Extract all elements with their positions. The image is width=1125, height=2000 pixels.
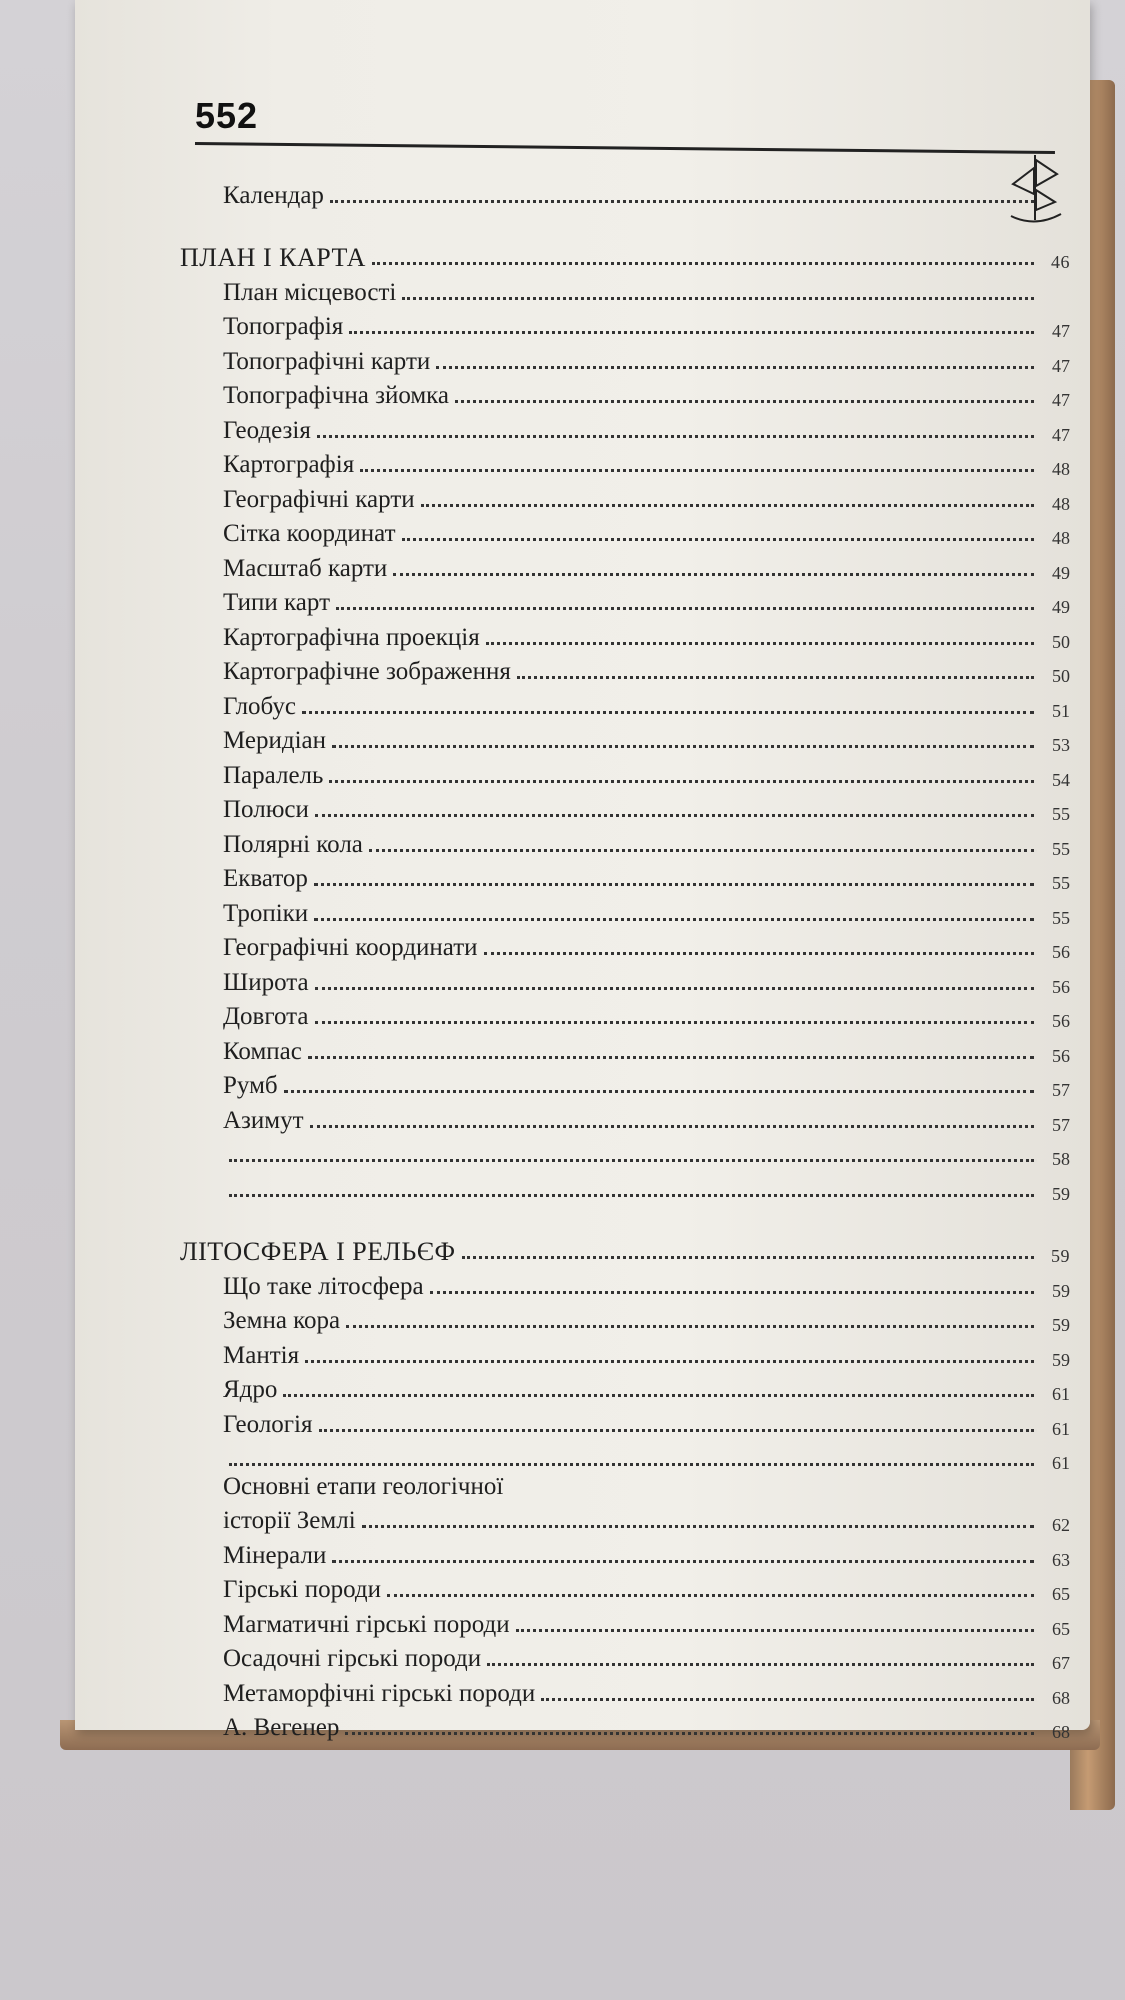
toc-entry[interactable] [180,514,1070,549]
toc-entry-label: Меридіан [223,727,327,754]
toc-page-number: 50 [1052,666,1070,686]
toc-page-number: 54 [1052,769,1070,790]
toc-page-number: 68 [1052,1722,1070,1742]
toc-page-number: 59 [1052,1315,1070,1335]
toc-page-number: 59 [1052,1349,1070,1370]
toc-page-number: 67 [1052,1653,1070,1673]
toc-entry[interactable] [180,175,1070,210]
toc-entry-label: Сітка координат [223,520,396,547]
toc-entry-label: Календар [223,181,324,209]
toc-entry[interactable] [180,893,1070,928]
toc-page-number: 46 [1051,252,1070,272]
toc-entry-label: Широта [223,968,309,996]
toc-page-number: 55 [1052,838,1070,859]
header-rule [195,142,1055,154]
toc-leader-dots [345,1732,1034,1735]
toc-page-number: 61 [1052,1453,1070,1473]
toc-entry[interactable] [180,1031,1070,1066]
book-page [75,0,1090,1742]
toc-leader-dots [517,676,1034,679]
toc-page-number: 56 [1052,1011,1070,1031]
toc-leader-dots [315,1021,1035,1024]
toc-page-number: 55 [1052,804,1070,824]
toc-page-number: 53 [1052,735,1070,755]
toc-page-number: 59 [1051,1246,1070,1266]
toc-entry[interactable] [180,721,1070,756]
toc-section-heading[interactable] [180,238,1070,273]
toc-page-number: 68 [1052,1687,1070,1708]
toc-entry-label: Картографічна проекція [223,623,480,651]
toc-leader-dots [315,987,1034,990]
toc-page-number: 47 [1052,355,1070,376]
toc-entry-label: Полярні кола [223,830,363,858]
toc-leader-dots [314,883,1034,886]
toc-leader-dots [229,1463,1034,1466]
toc-entry-label: Геологія [223,1410,313,1438]
toc-entry-label: Картографія [223,451,355,478]
toc-leader-dots [369,849,1034,852]
toc-leader-dots [462,1256,1034,1259]
toc-entry-label: Осадочні гірські породи [223,1645,482,1672]
toc-entry-label: Топографія [223,313,344,340]
toc-leader-dots [387,1594,1034,1597]
toc-leader-dots [283,1394,1034,1397]
toc-leader-dots [308,1056,1034,1059]
toc-page-number: 57 [1052,1114,1070,1135]
toc-page-number: 50 [1052,631,1070,652]
toc-page-number: 65 [1052,1618,1070,1639]
toc-entry-label: Мінерали [223,1541,327,1569]
toc-entry-label: Глобус [223,692,296,720]
toc-entry[interactable] [180,1439,1070,1474]
toc-leader-dots [314,918,1034,921]
toc-leader-dots [346,1325,1034,1328]
toc-leader-dots [336,607,1034,610]
toc-entry[interactable] [180,1066,1070,1101]
toc-leader-dots [349,331,1034,334]
toc-leader-dots [430,1291,1034,1294]
toc-entry-label: Азимут [223,1106,304,1134]
toc-entry-label: Компас [223,1037,302,1065]
toc-entry[interactable] [180,962,1070,997]
toc-entry[interactable] [180,859,1070,894]
toc-entry[interactable] [180,307,1070,342]
toc-entry-label: Картографічне зображення [223,658,511,685]
toc-page-number: 49 [1052,562,1070,583]
toc-entry[interactable] [180,1404,1070,1439]
toc-entry-label: Екватор [223,865,308,892]
toc-entry[interactable] [180,1604,1070,1639]
toc-entry-label: Ядро [223,1376,278,1403]
toc-entry[interactable] [180,928,1070,963]
toc-entry-label: Паралель [223,761,324,789]
toc-entry[interactable] [180,583,1070,618]
toc-entry[interactable] [180,479,1070,514]
toc-entry[interactable] [180,1708,1070,1743]
toc-heading-label: ПЛАН І КАРТА [180,243,366,272]
toc-entry-label: Географічні координати [223,934,478,961]
toc-entry[interactable] [180,1100,1070,1135]
toc-entry[interactable] [180,410,1070,445]
toc-page-number: 65 [1052,1584,1070,1604]
toc-entry-label: Метаморфічні гірські породи [223,1679,536,1707]
toc-entry-label: Топографічні карти [223,347,431,375]
toc-leader-dots [541,1698,1034,1701]
toc-section-heading[interactable] [180,1232,1070,1267]
toc-leader-dots [332,1560,1034,1563]
toc-entry[interactable] [180,1535,1070,1570]
toc-entry[interactable] [180,997,1070,1032]
toc-entry[interactable] [180,1301,1070,1336]
toc-entry[interactable] [180,376,1070,411]
toc-leader-dots [229,1194,1034,1197]
toc-page-number: 55 [1052,873,1070,893]
toc-page-number: 48 [1052,493,1070,514]
toc-page-number: 61 [1052,1384,1070,1404]
toc-page-number: 61 [1052,1418,1070,1439]
toc-entry[interactable] [180,652,1070,687]
toc-leader-dots [332,745,1034,748]
toc-leader-dots [372,262,1034,265]
toc-page-number: 58 [1052,1149,1070,1169]
toc-leader-dots [229,1159,1034,1162]
toc-page-number: 47 [1052,390,1070,410]
toc-entry-label-line1: Основні етапи геологічної [223,1473,504,1500]
toc-entry[interactable] [180,1639,1070,1674]
toc-section [180,1232,1070,1743]
toc-page-number: 55 [1052,907,1070,928]
toc-entry-label: Що таке літосфера [223,1272,424,1300]
toc-page-number: 47 [1052,424,1070,445]
toc-entry[interactable] [180,548,1070,583]
toc-entry-label: Полюси [223,796,309,823]
toc-page-number: 59 [1052,1183,1070,1204]
toc-leader-dots [484,952,1034,955]
toc-page-number: 56 [1052,942,1070,962]
toc-entry-label: історії Землі [223,1507,356,1534]
toc-entry-label: Румб [223,1072,278,1099]
toc-page-number: 57 [1052,1080,1070,1100]
toc-entry[interactable] [180,1335,1070,1370]
toc-leader-dots [315,814,1034,817]
toc-leader-dots [310,1125,1034,1128]
toc-entry[interactable] [180,790,1070,825]
toc-entry[interactable] [180,686,1070,721]
toc-entry-label: Гірські породи [223,1576,381,1603]
toc-entry[interactable] [180,824,1070,859]
toc-page-number: 48 [1052,528,1070,548]
toc-entry[interactable] [180,1673,1070,1708]
toc-page-number: 47 [1052,321,1070,341]
toc-entry-label: Географічні карти [223,485,415,513]
toc-leader-dots [362,1525,1034,1528]
toc-leader-dots [487,1663,1034,1666]
toc-entry[interactable] [180,755,1070,790]
toc-entry[interactable] [180,445,1070,480]
toc-entry-label: Мантія [223,1341,300,1369]
toc-entry-label: Геодезія [223,416,311,444]
toc-page-number: 48 [1052,459,1070,479]
toc-page-number: 56 [1052,1045,1070,1066]
toc-entry-label: Топографічна зйомка [223,382,450,409]
toc-entry-label: Магматичні гірські породи [223,1610,510,1638]
table-of-contents [180,175,1070,1742]
toc-leader-dots [421,504,1034,507]
toc-entry[interactable] [180,617,1070,652]
toc-leader-dots [402,297,1034,300]
toc-entry[interactable] [180,1570,1070,1605]
toc-page-number: 49 [1052,597,1070,617]
toc-entry[interactable] [180,1473,1070,1535]
toc-entry-label: Типи карт [223,589,330,616]
toc-leader-dots [329,780,1034,783]
toc-page-number: 62 [1052,1515,1070,1535]
toc-heading-label: ЛІТОСФЕРА І РЕЛЬЄФ [180,1237,456,1266]
toc-leader-dots [486,642,1034,645]
toc-leader-dots [305,1360,1034,1363]
toc-page-number: 51 [1052,700,1070,721]
toc-entry-label: Масштаб карти [223,554,388,582]
toc-entry[interactable] [180,341,1070,376]
toc-leader-dots [284,1090,1034,1093]
toc-entry-label: Тропіки [223,899,309,927]
toc-leader-dots [516,1629,1034,1632]
toc-entry-label: А. Вегенер [223,1714,340,1741]
toc-page-number: 63 [1052,1549,1070,1570]
toc-leader-dots [317,435,1034,438]
toc-entry[interactable] [180,1370,1070,1405]
toc-leader-dots [330,200,1034,203]
toc-leader-dots [455,400,1034,403]
toc-leader-dots [302,711,1034,714]
toc-leader-dots [360,469,1034,472]
toc-leader-dots [402,538,1034,541]
toc-section [180,238,1070,1204]
toc-leader-dots [436,366,1034,369]
toc-leader-dots [319,1429,1035,1432]
toc-entry-label: План місцевості [223,278,397,306]
toc-entry-label: Довгота [223,1003,309,1030]
toc-section [180,175,1070,210]
toc-entry[interactable] [180,1266,1070,1301]
toc-entry[interactable] [180,1135,1070,1170]
toc-entry[interactable] [180,272,1070,307]
page-number: 552 [195,95,259,136]
toc-entry-label: Земна кора [223,1307,341,1334]
toc-page-number: 56 [1052,976,1070,997]
toc-leader-dots [393,573,1034,576]
toc-page-number: 59 [1052,1280,1070,1301]
toc-entry[interactable] [180,1169,1070,1204]
